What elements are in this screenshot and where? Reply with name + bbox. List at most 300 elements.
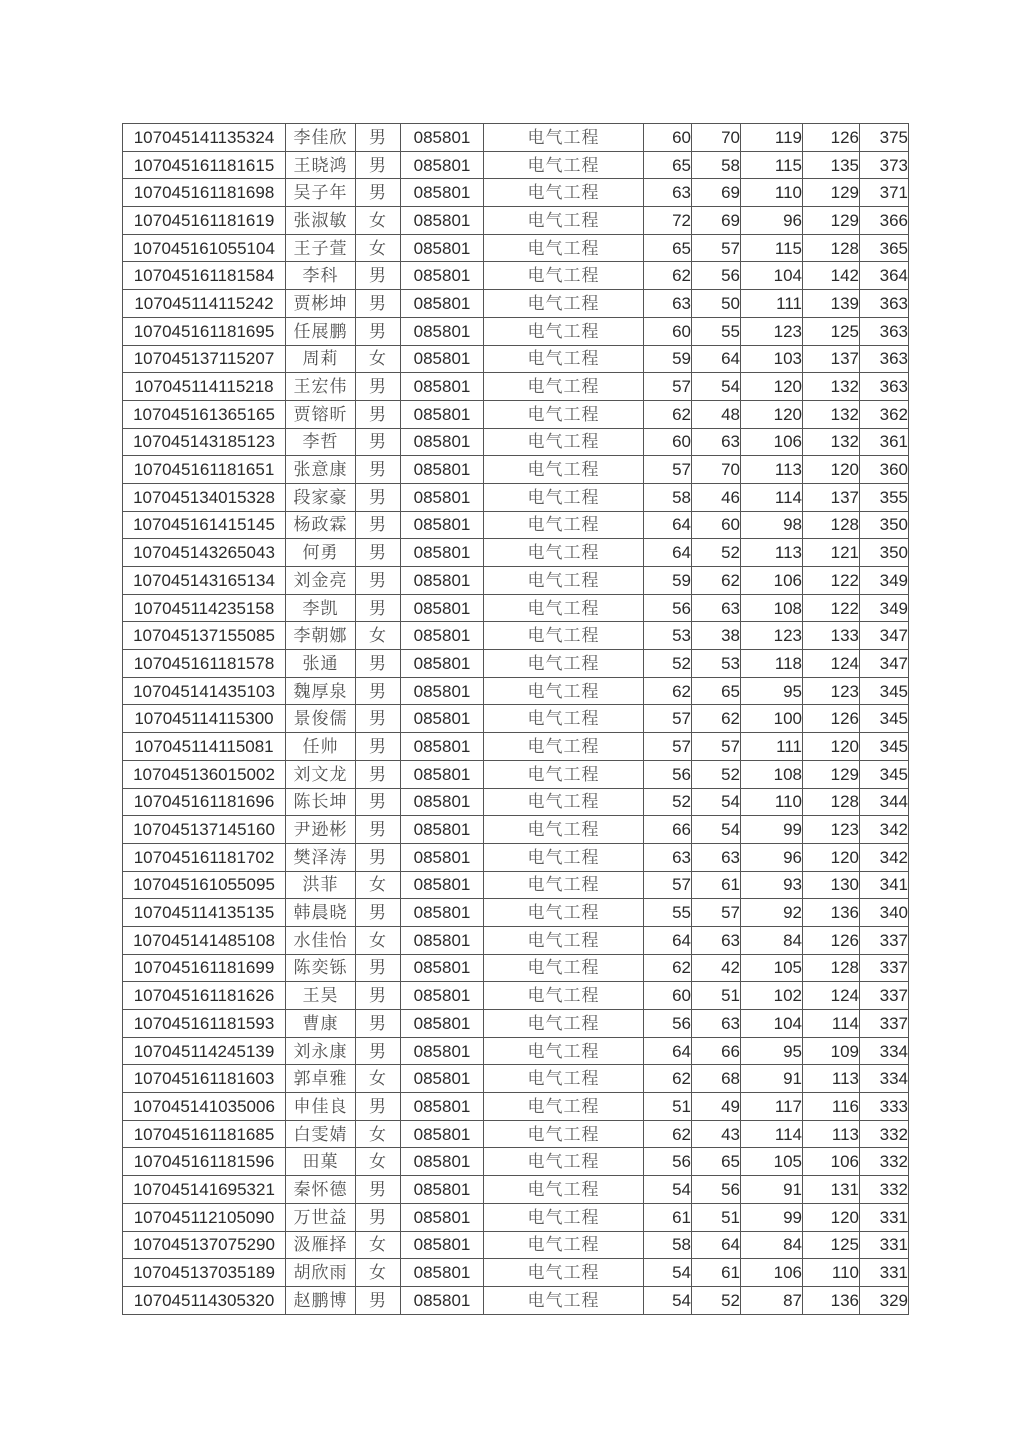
cell-score_1: 63	[644, 843, 692, 871]
cell-score_2: 70	[692, 456, 741, 484]
cell-major_code: 085801	[401, 1093, 484, 1121]
cell-name: 任帅	[286, 733, 356, 761]
cell-candidate_id: 107045141035006	[123, 1093, 286, 1121]
cell-candidate_id: 107045114115300	[123, 705, 286, 733]
cell-major_name: 电气工程	[484, 290, 644, 318]
cell-name: 魏厚泉	[286, 677, 356, 705]
cell-score_4: 116	[803, 1093, 860, 1121]
cell-gender: 男	[356, 705, 401, 733]
cell-name: 吴子年	[286, 179, 356, 207]
cell-major_name: 电气工程	[484, 539, 644, 567]
cell-candidate_id: 107045161181696	[123, 788, 286, 816]
cell-gender: 男	[356, 539, 401, 567]
cell-score_2: 43	[692, 1120, 741, 1148]
table-row	[123, 400, 909, 428]
cell-score_2: 38	[692, 622, 741, 650]
cell-score_3: 102	[741, 982, 803, 1010]
cell-major_code: 085801	[401, 262, 484, 290]
cell-score_4: 120	[803, 733, 860, 761]
cell-score_2: 63	[692, 843, 741, 871]
cell-score_4: 126	[803, 124, 860, 152]
cell-major_code: 085801	[401, 234, 484, 262]
cell-score_2: 52	[692, 1286, 741, 1314]
cell-candidate_id: 107045143265043	[123, 539, 286, 567]
cell-major_name: 电气工程	[484, 622, 644, 650]
cell-total: 337	[860, 954, 909, 982]
cell-name: 韩晨晓	[286, 899, 356, 927]
table-row	[123, 511, 909, 539]
cell-score_4: 126	[803, 705, 860, 733]
cell-score_1: 62	[644, 400, 692, 428]
cell-major_code: 085801	[401, 705, 484, 733]
cell-score_2: 61	[692, 1259, 741, 1287]
cell-name: 张通	[286, 650, 356, 678]
cell-major_code: 085801	[401, 733, 484, 761]
cell-score_4: 125	[803, 317, 860, 345]
cell-score_4: 128	[803, 788, 860, 816]
cell-score_1: 63	[644, 179, 692, 207]
cell-total: 344	[860, 788, 909, 816]
cell-major_code: 085801	[401, 456, 484, 484]
cell-score_3: 95	[741, 677, 803, 705]
cell-score_4: 120	[803, 843, 860, 871]
cell-major_name: 电气工程	[484, 1176, 644, 1204]
cell-name: 刘永康	[286, 1037, 356, 1065]
cell-major_name: 电气工程	[484, 982, 644, 1010]
cell-name: 秦怀德	[286, 1176, 356, 1204]
cell-score_2: 69	[692, 179, 741, 207]
cell-name: 李凯	[286, 594, 356, 622]
table-row	[123, 733, 909, 761]
cell-total: 345	[860, 733, 909, 761]
score-table	[122, 123, 909, 1315]
cell-name: 赵鹏博	[286, 1286, 356, 1314]
cell-name: 洪菲	[286, 871, 356, 899]
cell-name: 申佳良	[286, 1093, 356, 1121]
cell-gender: 男	[356, 124, 401, 152]
cell-score_3: 108	[741, 594, 803, 622]
cell-total: 364	[860, 262, 909, 290]
cell-major_code: 085801	[401, 207, 484, 235]
cell-candidate_id: 107045161181698	[123, 179, 286, 207]
cell-score_2: 49	[692, 1093, 741, 1121]
cell-score_3: 96	[741, 207, 803, 235]
cell-score_4: 137	[803, 345, 860, 373]
cell-gender: 男	[356, 899, 401, 927]
cell-major_code: 085801	[401, 373, 484, 401]
cell-major_code: 085801	[401, 788, 484, 816]
cell-total: 334	[860, 1065, 909, 1093]
cell-major_name: 电气工程	[484, 511, 644, 539]
cell-total: 333	[860, 1093, 909, 1121]
cell-score_1: 57	[644, 456, 692, 484]
cell-score_3: 120	[741, 373, 803, 401]
cell-score_4: 132	[803, 428, 860, 456]
table-row	[123, 317, 909, 345]
table-row	[123, 594, 909, 622]
table-row	[123, 843, 909, 871]
cell-score_3: 110	[741, 179, 803, 207]
cell-score_2: 62	[692, 567, 741, 595]
cell-score_2: 62	[692, 705, 741, 733]
cell-major_code: 085801	[401, 179, 484, 207]
cell-name: 李科	[286, 262, 356, 290]
cell-total: 375	[860, 124, 909, 152]
cell-total: 342	[860, 816, 909, 844]
cell-candidate_id: 107045143165134	[123, 567, 286, 595]
cell-candidate_id: 107045137035189	[123, 1259, 286, 1287]
cell-major_name: 电气工程	[484, 899, 644, 927]
cell-total: 347	[860, 622, 909, 650]
cell-score_2: 63	[692, 428, 741, 456]
cell-major_code: 085801	[401, 1010, 484, 1038]
cell-score_2: 58	[692, 151, 741, 179]
table-row	[123, 677, 909, 705]
cell-score_1: 54	[644, 1176, 692, 1204]
cell-candidate_id: 107045161181593	[123, 1010, 286, 1038]
cell-score_3: 99	[741, 1203, 803, 1231]
cell-score_1: 57	[644, 705, 692, 733]
cell-total: 349	[860, 594, 909, 622]
cell-name: 水佳怡	[286, 926, 356, 954]
cell-name: 樊泽涛	[286, 843, 356, 871]
cell-major_name: 电气工程	[484, 871, 644, 899]
table-row	[123, 1120, 909, 1148]
cell-score_1: 54	[644, 1259, 692, 1287]
cell-gender: 男	[356, 760, 401, 788]
cell-score_4: 126	[803, 926, 860, 954]
cell-major_name: 电气工程	[484, 1120, 644, 1148]
cell-candidate_id: 107045161181695	[123, 317, 286, 345]
cell-score_2: 54	[692, 816, 741, 844]
cell-major_name: 电气工程	[484, 1259, 644, 1287]
cell-major_code: 085801	[401, 124, 484, 152]
cell-gender: 女	[356, 871, 401, 899]
cell-gender: 女	[356, 207, 401, 235]
cell-major_name: 电气工程	[484, 262, 644, 290]
cell-major_code: 085801	[401, 1231, 484, 1259]
cell-total: 345	[860, 760, 909, 788]
cell-major_name: 电气工程	[484, 151, 644, 179]
cell-gender: 男	[356, 982, 401, 1010]
cell-score_3: 92	[741, 899, 803, 927]
cell-score_2: 60	[692, 511, 741, 539]
cell-candidate_id: 107045161181699	[123, 954, 286, 982]
table-row	[123, 1231, 909, 1259]
cell-score_1: 57	[644, 373, 692, 401]
cell-name: 杨政霖	[286, 511, 356, 539]
cell-score_1: 64	[644, 926, 692, 954]
cell-name: 贾镕昕	[286, 400, 356, 428]
cell-major_name: 电气工程	[484, 733, 644, 761]
cell-candidate_id: 107045161181685	[123, 1120, 286, 1148]
cell-gender: 男	[356, 373, 401, 401]
cell-gender: 男	[356, 456, 401, 484]
cell-name: 何勇	[286, 539, 356, 567]
table-row	[123, 788, 909, 816]
cell-total: 337	[860, 926, 909, 954]
cell-score_1: 64	[644, 1037, 692, 1065]
cell-score_2: 57	[692, 899, 741, 927]
cell-score_3: 114	[741, 483, 803, 511]
cell-score_2: 48	[692, 400, 741, 428]
cell-major_name: 电气工程	[484, 179, 644, 207]
cell-score_4: 137	[803, 483, 860, 511]
cell-score_3: 106	[741, 1259, 803, 1287]
table-row	[123, 954, 909, 982]
cell-gender: 男	[356, 317, 401, 345]
cell-score_2: 54	[692, 373, 741, 401]
cell-score_3: 113	[741, 456, 803, 484]
cell-gender: 女	[356, 622, 401, 650]
cell-candidate_id: 107045137075290	[123, 1231, 286, 1259]
cell-score_1: 62	[644, 262, 692, 290]
cell-gender: 男	[356, 1037, 401, 1065]
cell-score_2: 61	[692, 871, 741, 899]
table-row	[123, 234, 909, 262]
cell-score_4: 128	[803, 511, 860, 539]
cell-major_code: 085801	[401, 871, 484, 899]
cell-total: 342	[860, 843, 909, 871]
cell-score_1: 62	[644, 1120, 692, 1148]
cell-score_2: 69	[692, 207, 741, 235]
cell-major_name: 电气工程	[484, 1203, 644, 1231]
cell-total: 347	[860, 650, 909, 678]
cell-score_3: 114	[741, 1120, 803, 1148]
cell-gender: 男	[356, 262, 401, 290]
cell-gender: 男	[356, 954, 401, 982]
cell-score_4: 110	[803, 1259, 860, 1287]
cell-candidate_id: 107045137115207	[123, 345, 286, 373]
cell-major_name: 电气工程	[484, 1148, 644, 1176]
cell-name: 胡欣雨	[286, 1259, 356, 1287]
cell-score_1: 59	[644, 567, 692, 595]
cell-score_2: 52	[692, 760, 741, 788]
cell-score_1: 52	[644, 650, 692, 678]
cell-score_4: 129	[803, 207, 860, 235]
score-table-body	[123, 124, 909, 1315]
cell-candidate_id: 107045137155085	[123, 622, 286, 650]
cell-candidate_id: 107045141695321	[123, 1176, 286, 1204]
table-row	[123, 345, 909, 373]
cell-score_1: 57	[644, 871, 692, 899]
table-row	[123, 1010, 909, 1038]
cell-name: 景俊儒	[286, 705, 356, 733]
cell-total: 332	[860, 1148, 909, 1176]
cell-score_4: 128	[803, 954, 860, 982]
cell-score_3: 104	[741, 262, 803, 290]
cell-score_3: 84	[741, 926, 803, 954]
table-row	[123, 760, 909, 788]
cell-gender: 女	[356, 1120, 401, 1148]
cell-gender: 女	[356, 1065, 401, 1093]
cell-total: 332	[860, 1120, 909, 1148]
cell-major_name: 电气工程	[484, 594, 644, 622]
table-row	[123, 373, 909, 401]
cell-total: 371	[860, 179, 909, 207]
cell-gender: 男	[356, 290, 401, 318]
cell-score_4: 130	[803, 871, 860, 899]
cell-gender: 男	[356, 1203, 401, 1231]
cell-name: 白雯婧	[286, 1120, 356, 1148]
cell-total: 350	[860, 511, 909, 539]
cell-major_code: 085801	[401, 1286, 484, 1314]
cell-total: 345	[860, 677, 909, 705]
cell-major_name: 电气工程	[484, 1093, 644, 1121]
table-row	[123, 650, 909, 678]
table-row	[123, 982, 909, 1010]
cell-candidate_id: 107045114235158	[123, 594, 286, 622]
table-row	[123, 1203, 909, 1231]
cell-total: 329	[860, 1286, 909, 1314]
cell-candidate_id: 107045161181626	[123, 982, 286, 1010]
cell-major_name: 电气工程	[484, 816, 644, 844]
cell-score_1: 57	[644, 733, 692, 761]
cell-score_2: 57	[692, 234, 741, 262]
cell-candidate_id: 107045114115242	[123, 290, 286, 318]
cell-major_name: 电气工程	[484, 207, 644, 235]
cell-candidate_id: 107045161365165	[123, 400, 286, 428]
cell-score_2: 57	[692, 733, 741, 761]
cell-score_1: 55	[644, 899, 692, 927]
cell-total: 362	[860, 400, 909, 428]
cell-name: 李佳欣	[286, 124, 356, 152]
cell-score_3: 100	[741, 705, 803, 733]
cell-total: 360	[860, 456, 909, 484]
cell-total: 363	[860, 345, 909, 373]
cell-score_4: 113	[803, 1120, 860, 1148]
table-row	[123, 124, 909, 152]
cell-score_1: 60	[644, 124, 692, 152]
cell-total: 340	[860, 899, 909, 927]
cell-candidate_id: 107045114135135	[123, 899, 286, 927]
cell-major_name: 电气工程	[484, 124, 644, 152]
cell-score_3: 117	[741, 1093, 803, 1121]
cell-score_1: 62	[644, 954, 692, 982]
cell-major_name: 电气工程	[484, 650, 644, 678]
cell-total: 337	[860, 1010, 909, 1038]
cell-major_code: 085801	[401, 594, 484, 622]
cell-score_3: 118	[741, 650, 803, 678]
cell-major_name: 电气工程	[484, 760, 644, 788]
cell-name: 郭卓雅	[286, 1065, 356, 1093]
cell-major_name: 电气工程	[484, 234, 644, 262]
cell-major_code: 085801	[401, 1203, 484, 1231]
cell-candidate_id: 107045141135324	[123, 124, 286, 152]
table-row	[123, 539, 909, 567]
cell-gender: 男	[356, 733, 401, 761]
cell-gender: 女	[356, 1231, 401, 1259]
cell-score_4: 133	[803, 622, 860, 650]
cell-candidate_id: 107045161181584	[123, 262, 286, 290]
cell-score_1: 60	[644, 317, 692, 345]
cell-score_1: 51	[644, 1093, 692, 1121]
cell-score_1: 62	[644, 677, 692, 705]
cell-major_name: 电气工程	[484, 1037, 644, 1065]
cell-total: 366	[860, 207, 909, 235]
cell-score_4: 129	[803, 760, 860, 788]
cell-score_2: 63	[692, 594, 741, 622]
cell-major_name: 电气工程	[484, 1010, 644, 1038]
cell-total: 337	[860, 982, 909, 1010]
cell-major_code: 085801	[401, 290, 484, 318]
cell-gender: 男	[356, 843, 401, 871]
cell-gender: 男	[356, 151, 401, 179]
cell-total: 331	[860, 1231, 909, 1259]
cell-gender: 女	[356, 1259, 401, 1287]
cell-gender: 女	[356, 345, 401, 373]
cell-score_2: 51	[692, 982, 741, 1010]
cell-score_4: 142	[803, 262, 860, 290]
cell-score_4: 109	[803, 1037, 860, 1065]
cell-score_3: 113	[741, 539, 803, 567]
cell-score_3: 105	[741, 1148, 803, 1176]
cell-total: 349	[860, 567, 909, 595]
cell-gender: 男	[356, 1176, 401, 1204]
cell-name: 尹逊彬	[286, 816, 356, 844]
cell-candidate_id: 107045161181596	[123, 1148, 286, 1176]
cell-score_3: 115	[741, 234, 803, 262]
cell-candidate_id: 107045161181702	[123, 843, 286, 871]
cell-major_name: 电气工程	[484, 456, 644, 484]
cell-major_name: 电气工程	[484, 677, 644, 705]
cell-score_1: 64	[644, 511, 692, 539]
cell-score_4: 124	[803, 982, 860, 1010]
cell-score_3: 106	[741, 428, 803, 456]
cell-score_1: 60	[644, 982, 692, 1010]
cell-score_1: 56	[644, 1148, 692, 1176]
cell-major_code: 085801	[401, 483, 484, 511]
cell-total: 361	[860, 428, 909, 456]
cell-score_3: 84	[741, 1231, 803, 1259]
cell-score_4: 123	[803, 816, 860, 844]
cell-score_4: 123	[803, 677, 860, 705]
cell-major_code: 085801	[401, 899, 484, 927]
cell-score_4: 129	[803, 179, 860, 207]
cell-score_1: 72	[644, 207, 692, 235]
cell-score_1: 54	[644, 1286, 692, 1314]
cell-score_3: 93	[741, 871, 803, 899]
cell-major_code: 085801	[401, 151, 484, 179]
cell-score_4: 114	[803, 1010, 860, 1038]
cell-name: 李朝娜	[286, 622, 356, 650]
cell-score_1: 63	[644, 290, 692, 318]
cell-score_3: 105	[741, 954, 803, 982]
cell-total: 331	[860, 1259, 909, 1287]
cell-gender: 女	[356, 1148, 401, 1176]
cell-major_name: 电气工程	[484, 317, 644, 345]
cell-major_code: 085801	[401, 1120, 484, 1148]
cell-score_3: 111	[741, 733, 803, 761]
cell-score_3: 99	[741, 816, 803, 844]
table-row	[123, 899, 909, 927]
cell-score_3: 123	[741, 317, 803, 345]
cell-score_2: 65	[692, 677, 741, 705]
cell-name: 李哲	[286, 428, 356, 456]
table-row	[123, 816, 909, 844]
cell-score_2: 68	[692, 1065, 741, 1093]
cell-score_3: 119	[741, 124, 803, 152]
cell-score_1: 65	[644, 151, 692, 179]
cell-score_3: 103	[741, 345, 803, 373]
cell-score_4: 128	[803, 234, 860, 262]
cell-name: 段家豪	[286, 483, 356, 511]
cell-major_name: 电气工程	[484, 400, 644, 428]
cell-score_4: 120	[803, 1203, 860, 1231]
cell-major_name: 电气工程	[484, 705, 644, 733]
cell-candidate_id: 107045161055095	[123, 871, 286, 899]
cell-candidate_id: 107045141435103	[123, 677, 286, 705]
